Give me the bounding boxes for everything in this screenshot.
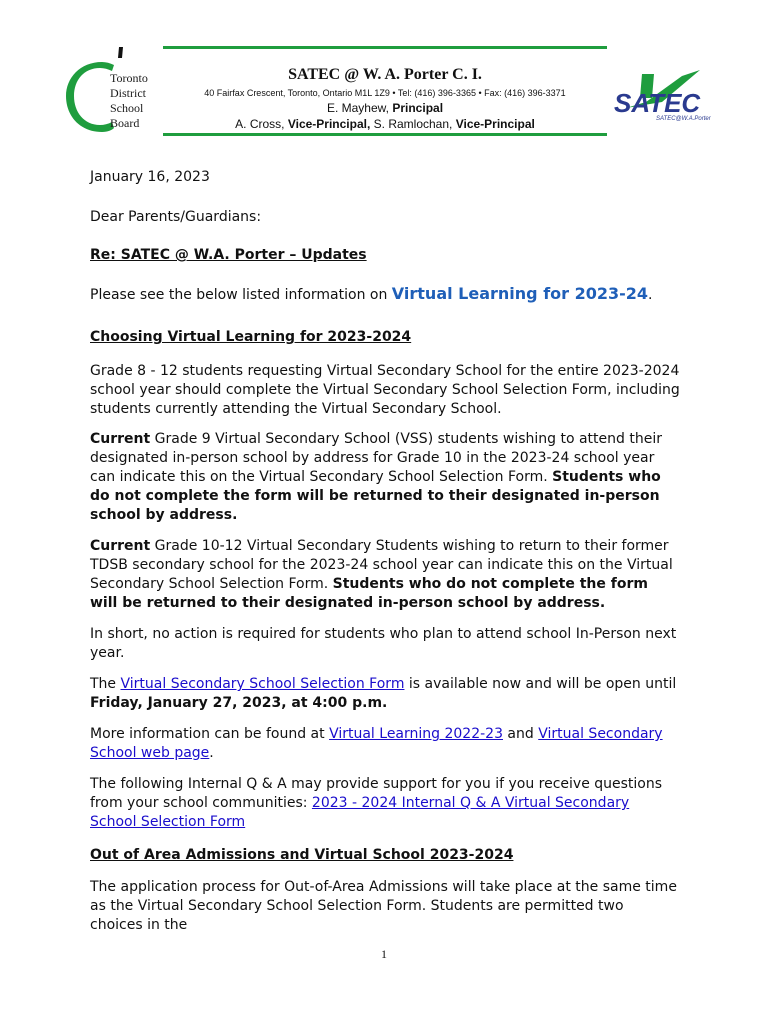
paragraph-more-info: [90, 725, 680, 763]
paragraph-text: More information can be found at: [90, 726, 330, 742]
paragraph-text: is available now and will be open until: [404, 676, 677, 692]
paragraph-in-person: In short, no action is required for students who plan to attend school In-Person next year.: [90, 626, 677, 661]
tdsb-line: District: [110, 86, 146, 100]
paragraph-text: .: [209, 745, 214, 761]
virtual-learning-link[interactable]: Virtual Learning 2022-23: [329, 726, 503, 742]
bold-warning: Students who do not complete the form will be returned to their designated in-person school by address.: [90, 576, 648, 611]
school-address: [163, 88, 607, 98]
header-rule-bottom: [163, 133, 607, 136]
school-title: SATEC @ W. A. Porter C. I.: [288, 66, 482, 83]
telephone-text: Tel: (416) 396-3365: [397, 88, 476, 98]
vp2-name: S. Ramlochan,: [373, 117, 453, 131]
principal-line: [163, 101, 607, 115]
bold-current: Current: [90, 431, 151, 447]
tdsb-wordmark: [110, 71, 148, 131]
paragraph-text: Grade 10-12 Virtual Secondary Students wishing to return to their former TDSB secondary school for the 2023-24 school year can indicate this on the Virtual Secondary School Selection Form.: [90, 538, 673, 592]
paragraph-grade-10-12-vss: [90, 537, 680, 613]
address-text: 40 Fairfax Crescent, Toronto, Ontario M1L 1Z9: [204, 88, 390, 98]
salutation: Dear Parents/Guardians:: [90, 209, 262, 225]
bullet-separator: •: [392, 88, 398, 98]
paragraph-text: The: [90, 676, 121, 692]
heading-choosing-virtual: Choosing Virtual Learning for 2023-2024: [90, 329, 412, 345]
heading-out-of-area: Out of Area Admissions and Virtual School 2023-2024: [90, 847, 514, 863]
bold-warning: Students who do not complete the form will be returned to their designated in-person school by address.: [90, 469, 661, 523]
letterhead: [0, 0, 768, 150]
bold-current: Current: [90, 538, 151, 554]
paragraph-grade-8-12: Grade 8 - 12 students requesting Virtual Secondary School for the entire 2023-2024 school year should complete the Virtual Secondary School Selection Form, including students currently attending the Virtual Secondary School.: [90, 363, 680, 417]
intro-highlight: Virtual Learning for 2023-24: [391, 284, 649, 303]
page-number: 1: [381, 947, 387, 961]
paragraph-text: Grade 9 Virtual Secondary School (VSS) students wishing to attend their designated in-person school by address for Grade 10 in the 2023-24 school year can indicate this on the Virtual Secondary School Selection Form.: [90, 431, 662, 485]
internal-qa-link[interactable]: 2023 - 2024 Internal Q & A Virtual Secondary School Selection Form: [90, 795, 630, 830]
paragraph-selection-form: [90, 675, 680, 713]
principal-title: Principal: [392, 101, 444, 115]
tdsb-line: Board: [110, 116, 140, 130]
paragraph-text: The following Internal Q & A may provide support for you if you receive questions from your school communities:: [90, 776, 663, 811]
vp2-title: Vice-Principal: [455, 117, 535, 131]
paragraph-internal-qa: [90, 775, 680, 832]
vss-web-page-link[interactable]: Virtual Secondary School web page: [90, 726, 663, 761]
vice-principals-line: [163, 117, 607, 131]
subject-line: Re: SATEC @ W.A. Porter – Updates: [90, 247, 367, 263]
bullet-separator: •: [478, 88, 485, 98]
intro-text: Please see the below listed information on: [90, 287, 392, 303]
satec-logo-wordmark: SATEC: [614, 88, 701, 118]
deadline-text: Friday, January 27, 2023, at 4:00 p.m.: [90, 695, 388, 711]
satec-logo: [612, 68, 712, 124]
vp1-title: Vice-Principal,: [287, 117, 371, 131]
paragraph-out-of-area: The application process for Out-of-Area Admissions will take place at the same time as the Virtual Secondary School Selection Form. Students are permitted two choices in the: [90, 879, 677, 933]
selection-form-link[interactable]: Virtual Secondary School Selection Form: [120, 676, 405, 692]
vp1-name: A. Cross,: [235, 117, 285, 131]
intro-paragraph: [90, 284, 653, 305]
paragraph-grade-9-vss: [90, 430, 680, 525]
intro-end: .: [648, 287, 653, 303]
principal-name: E. Mayhew,: [326, 101, 389, 115]
satec-logo-subtext: SATEC@W.A.Porter: [656, 116, 711, 122]
tdsb-line: School: [110, 101, 144, 115]
header-rule-top: [163, 46, 607, 49]
fax-text: Fax: (416) 396-3371: [484, 88, 566, 98]
tdsb-line: Toronto: [110, 71, 148, 85]
letter-date: January 16, 2023: [90, 169, 210, 185]
paragraph-text: and: [502, 726, 539, 742]
